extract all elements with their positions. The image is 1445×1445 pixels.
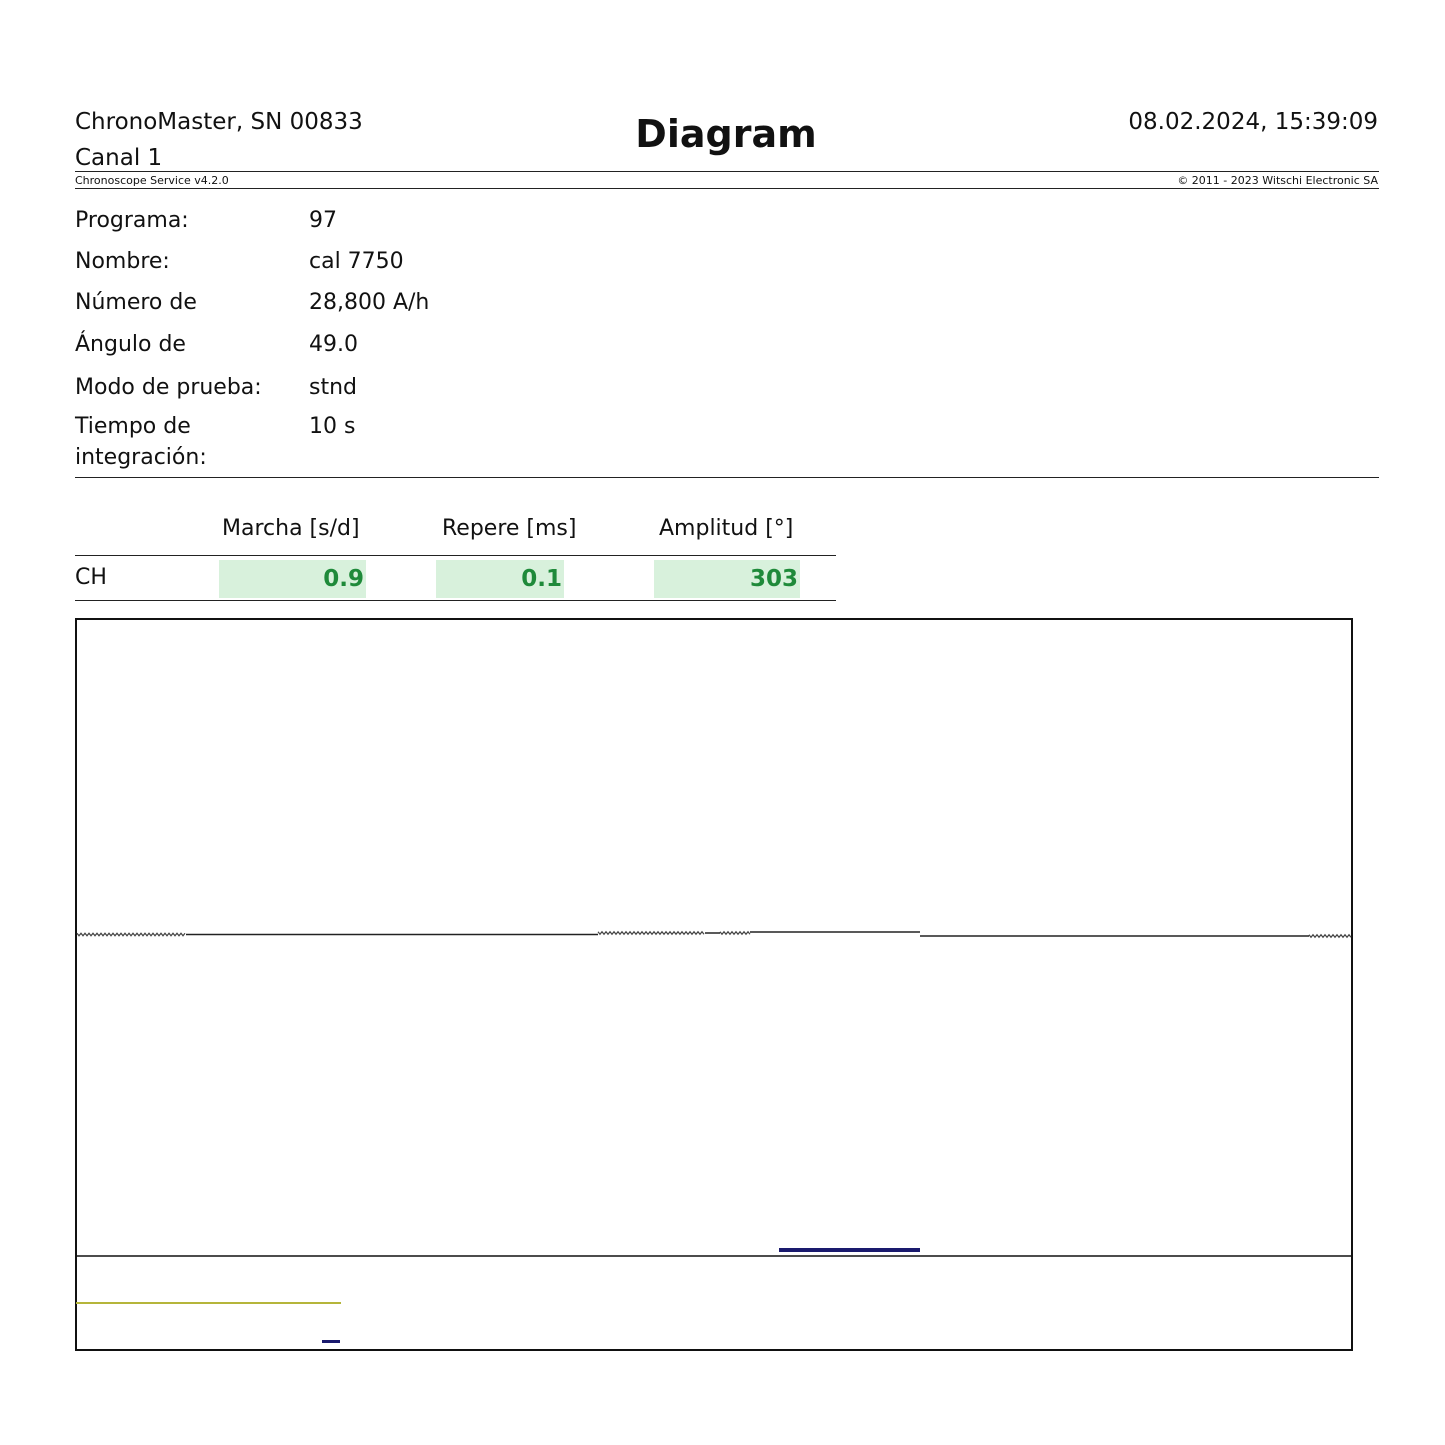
- timegrapher-diagram: [75, 618, 1354, 1352]
- setting-value: cal 7750: [309, 249, 404, 274]
- setting-label: Tiempo de integración:: [75, 414, 207, 470]
- column-header-beat-error: Repere [ms]: [442, 516, 577, 541]
- setting-value: 49.0: [309, 332, 358, 357]
- setting-label: Nombre:: [75, 249, 170, 274]
- column-header-amplitude: Amplitud [°]: [659, 516, 794, 541]
- info-rule: [75, 477, 1379, 478]
- header-rule-top: [75, 171, 1379, 172]
- setting-label: Modo de prueba:: [75, 375, 262, 400]
- setting-value: 10 s: [309, 414, 356, 439]
- table-bottom-rule: [75, 600, 836, 601]
- header-left: [75, 104, 363, 176]
- copyright-text: © 2011 - 2023 Witschi Electronic SA: [1177, 174, 1378, 187]
- marker-small-bar: [322, 1340, 340, 1343]
- setting-label: Programa:: [75, 208, 189, 233]
- setting-value: 97: [309, 208, 337, 233]
- setting-value: 28,800 A/h: [309, 290, 430, 315]
- plot-frame: [76, 619, 1352, 1350]
- setting-label: Ángulo de: [75, 332, 186, 357]
- marker-navy-bar: [779, 1248, 920, 1252]
- setting-label: Número de: [75, 290, 197, 315]
- device-name: ChronoMaster, SN 00833: [75, 109, 363, 135]
- rate-value: 0.9: [219, 560, 366, 598]
- setting-value: stnd: [309, 375, 357, 400]
- amplitude-value: 303: [654, 560, 800, 598]
- beat-error-value: 0.1: [436, 560, 564, 598]
- header-rule-bottom: [75, 188, 1379, 189]
- table-header-rule: [75, 555, 836, 556]
- channel-name: Canal 1: [75, 145, 163, 171]
- software-version: Chronoscope Service v4.2.0: [75, 174, 229, 187]
- column-header-rate: Marcha [s/d]: [222, 516, 360, 541]
- page-title: Diagram: [635, 112, 817, 156]
- row-label: CH: [75, 565, 107, 590]
- report-datetime: 08.02.2024, 15:39:09: [1128, 109, 1378, 135]
